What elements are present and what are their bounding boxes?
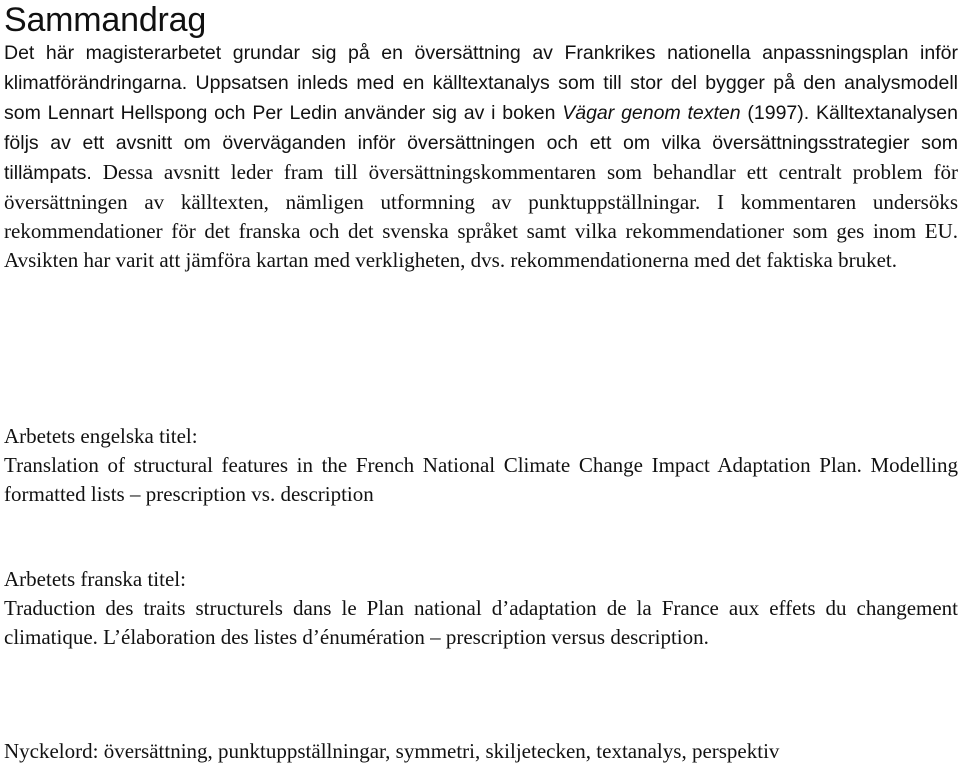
french-title-section	[4, 565, 958, 652]
page-title: Sammandrag	[4, 1, 207, 39]
keywords-value: översättning, punktuppställningar, symmetri, skiljetecken, textanalys, perspektiv	[103, 739, 780, 763]
document-page	[4, 0, 958, 763]
keywords-section	[4, 737, 958, 766]
french-title-label: Arbetets franska titel:	[4, 567, 186, 591]
english-title-section	[4, 422, 958, 509]
abstract-text-sans-1: Det här magisterarbetet grundar sig på en översättning av Frankrikes nationella anpassningsplan inför klimatförändringarna. Uppsatsen inleds med en källtextanalys som till stor del bygger på den analysmodell som Lennart Hellspong och Per Ledin använder sig av i boken	[4, 42, 958, 124]
abstract-text-serif: Dessa avsnitt leder fram till översättningskommentaren som behandlar ett centralt problem för översättningen av källtexten, nämligen utformning av punktuppställningar. I kommentaren undersöks rekommendationer för det franska och det svenska språket samt vilka rekommendationer som ges inom EU. Avsikten har varit att jämföra kartan med verkligheten, dvs. rekommendationerna med det faktiska bruket.	[4, 160, 958, 272]
book-title: Vägar genom texten	[562, 102, 741, 124]
french-title-value: Traduction des traits structurels dans le Plan national d’adaptation de la France aux effets du changement climatique. L’élaboration des listes d’énumération – prescription versus description.	[4, 596, 958, 649]
abstract-text-sans-2: (1997). Källtextanalysen följs av ett avsnitt om överväganden inför översättningen och ett om vilka översättningsstrategier som tillämpats.	[4, 102, 958, 184]
abstract-paragraph	[4, 38, 958, 275]
keywords-label: Nyckelord:	[4, 739, 99, 763]
english-title-label: Arbetets engelska titel:	[4, 424, 198, 448]
english-title-value: Translation of structural features in the French National Climate Change Impact Adaptation Plan. Modelling formatted lists – prescription vs. description	[4, 453, 958, 506]
